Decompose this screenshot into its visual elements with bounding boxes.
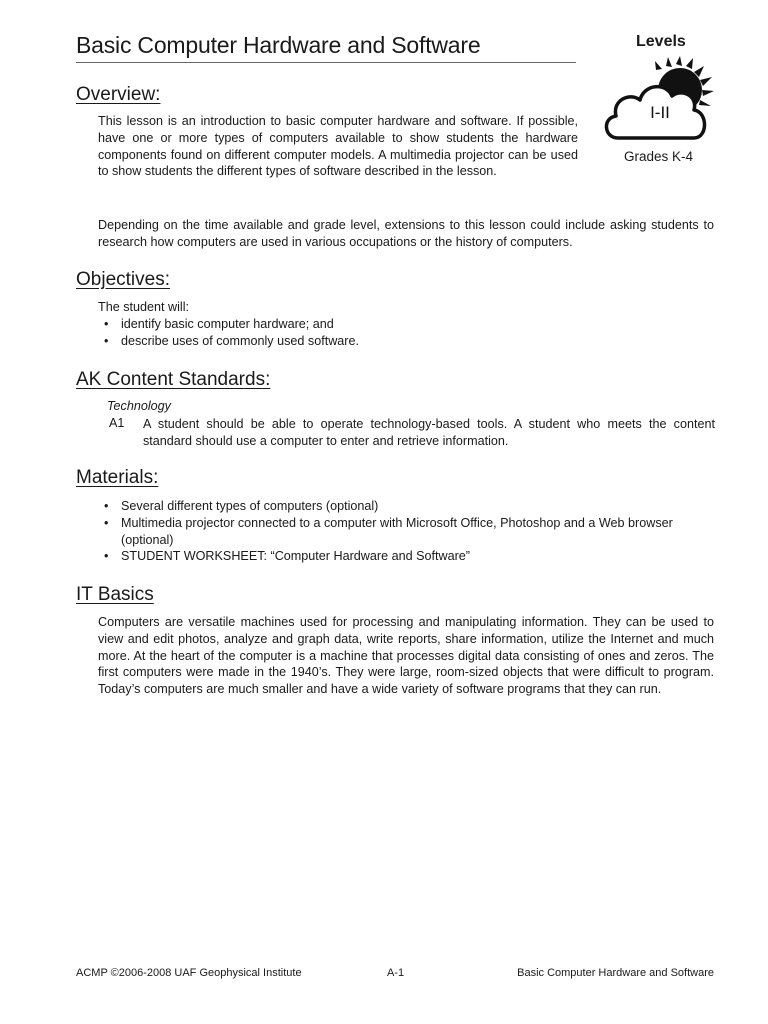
objectives-heading: Objectives: [76,269,170,290]
list-item: • Multimedia projector connected to a computer with Microsoft Office, Photoshop and a Web browser (optional) [104,515,709,549]
list-item: • Several different types of computers (optional) [104,498,709,515]
standards-code: A1 [109,416,125,430]
it-basics-heading: IT Basics [76,584,154,605]
cloud-sun-icon [598,56,720,148]
materials-list [104,498,709,565]
standards-heading: AK Content Standards: [76,369,271,390]
overview-paragraph-1: This lesson is an introduction to basic computer hardware and software. If possible, have one or more types of computers available to show students the hardware components found on different computer models. A multimedia projector can be used to show students the different types of software described in the lesson. [98,114,578,179]
levels-label: Levels [636,33,686,50]
it-basics-paragraph: Computers are versatile machines used for processing and manipulating information. They can be used to view and edit photos, analyze and graph data, write reports, share information, utilize the Internet and much more. At the heart of the computer is a machine that processes digital data consisting of ones and zeros. The first computers were made in the 1940’s. They were large, room-sized objects that were difficult to program. Today’s computers are much smaller and have a wide variety of software programs that they can run. [98,615,714,697]
overview-heading: Overview: [76,84,161,105]
footer-page-number: A-1 [387,967,405,979]
materials-heading: Materials: [76,467,159,488]
footer-left: ACMP ©2006-2008 UAF Geophysical Institute [76,967,302,979]
objectives-list [104,316,714,350]
objectives-intro: The student will: [98,300,189,314]
grades-label: Grades K-4 [624,149,694,164]
title-rule [76,62,576,63]
standards-category: Technology [107,399,171,413]
page-title: Basic Computer Hardware and Software [76,32,481,58]
standards-text: A student should be able to operate technology-based tools. A student who meets the content standard should use a computer to enter and retrieve information. [143,417,715,448]
badge-text: I-II [650,103,670,122]
footer-right: Basic Computer Hardware and Software [517,967,714,979]
list-item: • STUDENT WORKSHEET: “Computer Hardware and Software” [104,548,709,565]
list-item: • describe uses of commonly used software. [104,333,714,350]
overview-paragraph-2: Depending on the time available and grade level, extensions to this lesson could include asking students to research how computers are used in various occupations or the history of computers. [98,218,714,249]
list-item: • identify basic computer hardware; and [104,316,714,333]
